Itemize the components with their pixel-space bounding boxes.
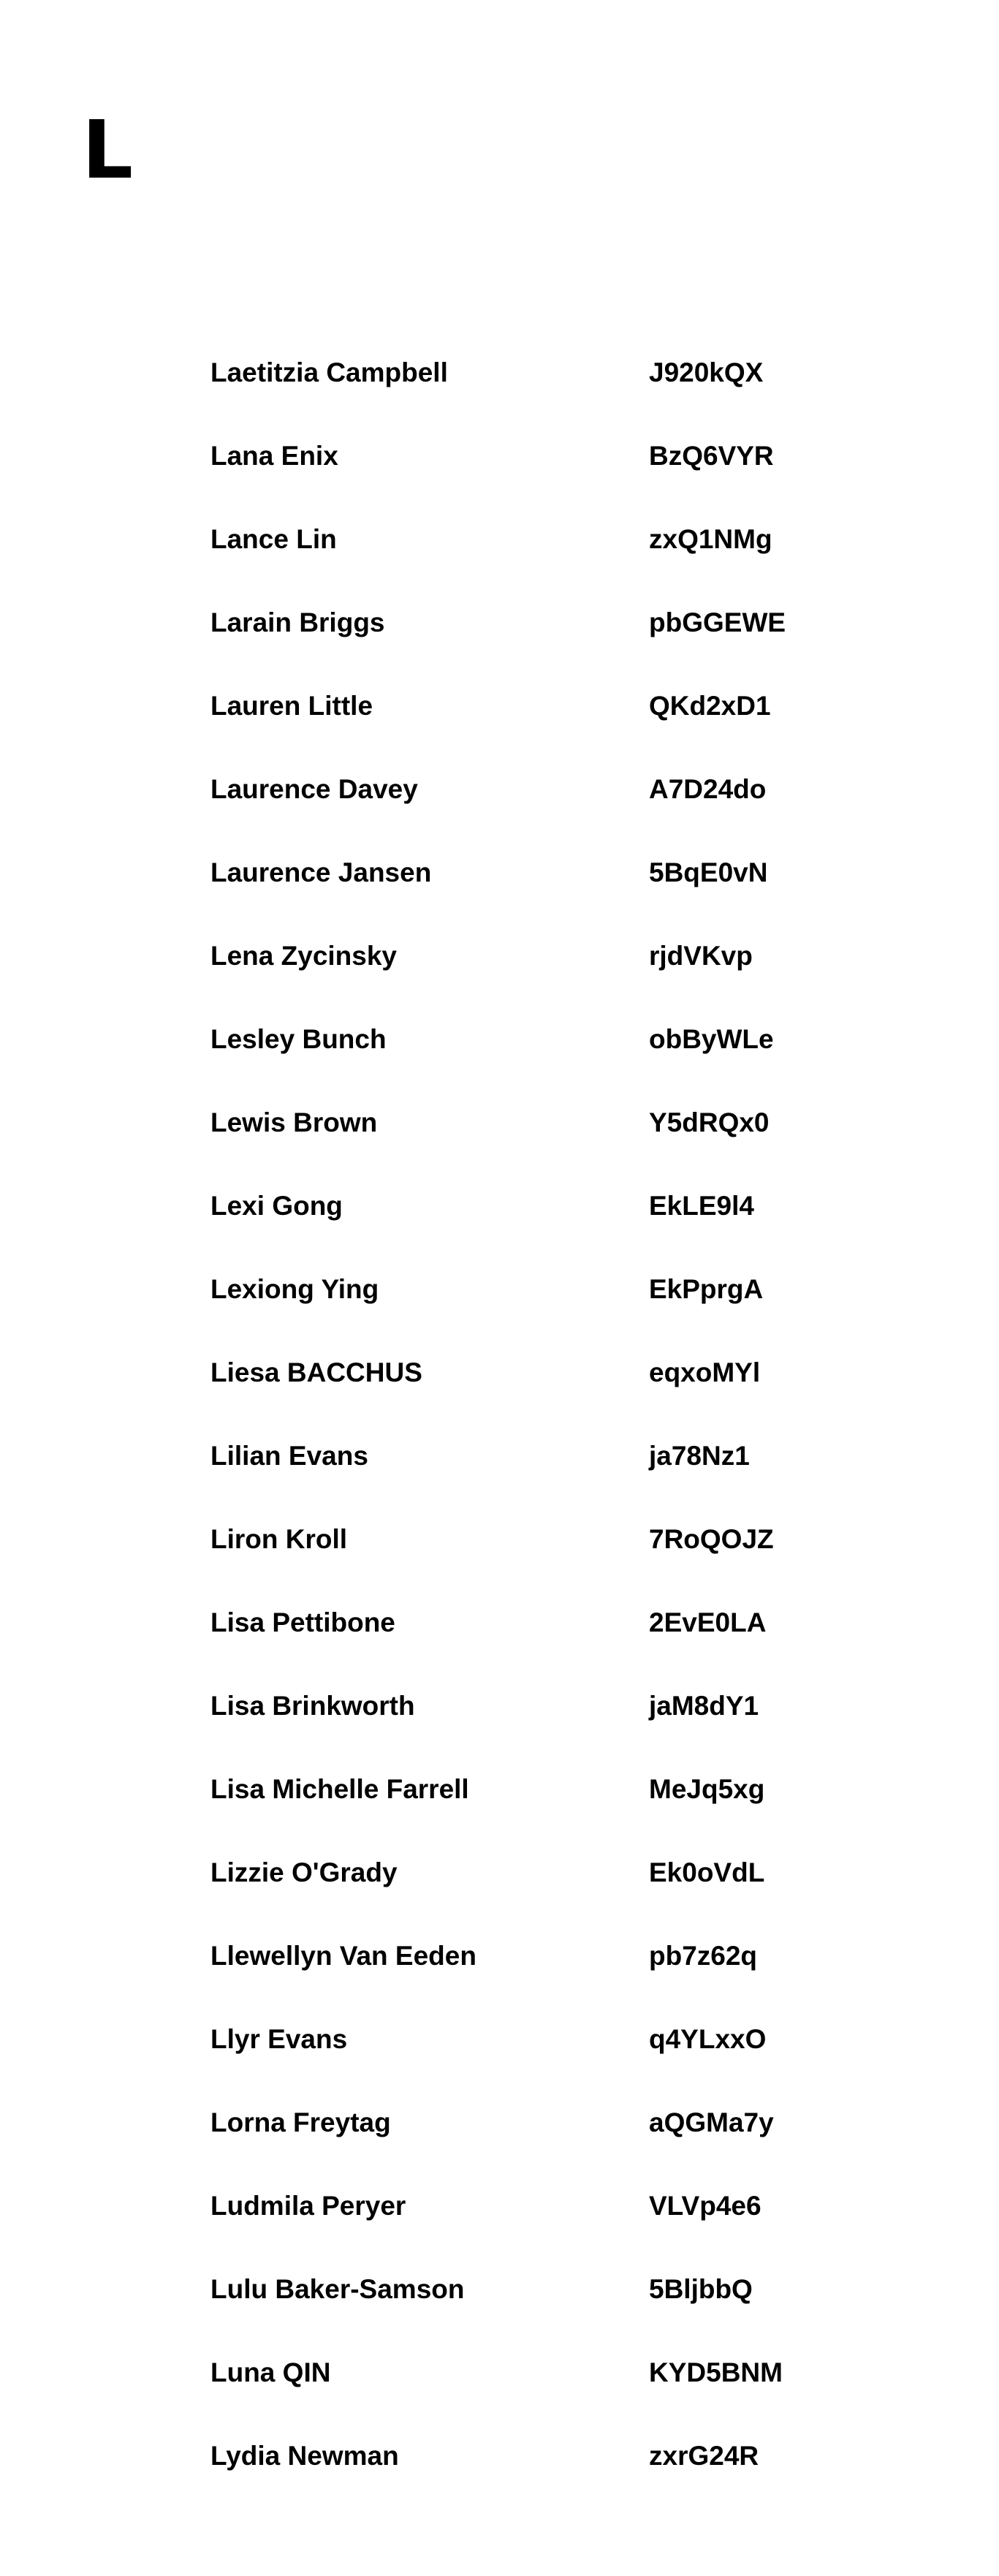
list-item [210,510,868,594]
list-item [210,927,868,1010]
person-name: Laetitzia Campbell [210,357,448,387]
person-name: Lydia Newman [210,2441,399,2471]
list-item [210,594,868,677]
person-code: ja78Nz1 [649,1441,750,1471]
person-code: EkLE9l4 [649,1191,754,1221]
list-item [210,1927,868,2010]
person-code: A7D24do [649,774,767,804]
person-name: Lulu Baker-Samson [210,2274,465,2304]
person-name: Luna QIN [210,2357,331,2387]
person-code: zxQ1NMg [649,524,772,554]
list-item [210,344,868,427]
person-code: Ek0oVdL [649,1857,765,1887]
person-name: Lana Enix [210,441,338,471]
person-name: Laurence Davey [210,774,418,804]
person-code: J920kQX [649,357,764,387]
list-item [210,1844,868,1927]
list-item [210,1010,868,1094]
person-name: Lauren Little [210,691,373,721]
person-name: Lisa Brinkworth [210,1691,415,1721]
list-item [210,844,868,927]
person-code: QKd2xD1 [649,691,771,721]
list-item [210,1760,868,1844]
person-name: Liron Kroll [210,1524,348,1554]
list-item [210,1427,868,1510]
list-item [210,2260,868,2344]
person-name: Llyr Evans [210,2024,348,2054]
person-code: aQGMa7y [649,2107,774,2137]
person-name: Lena Zycinsky [210,941,398,971]
person-name: Llewellyn Van Eeden [210,1941,476,1971]
person-name: Liesa BACCHUS [210,1357,422,1387]
list-item [210,1094,868,1177]
person-code: obByWLe [649,1024,774,1054]
list-item [210,1177,868,1260]
person-code: pbGGEWE [649,607,786,637]
list-item [210,2427,868,2510]
list-item [210,1677,868,1760]
person-name: Lance Lin [210,524,337,554]
list-item [210,1510,868,1594]
person-code: Y5dRQx0 [649,1107,770,1137]
person-code: rjdVKvp [649,941,753,971]
person-code: zxrG24R [649,2441,759,2471]
list-item [210,1260,868,1344]
person-code: 7RoQOJZ [649,1524,774,1554]
list-item [210,677,868,760]
person-name: Lizzie O'Grady [210,1857,398,1887]
person-code: 5BljbbQ [649,2274,753,2304]
person-code: 5BqE0vN [649,857,768,887]
name-code-list [210,344,868,2510]
person-code: KYD5BNM [649,2357,783,2387]
person-code: EkPprgA [649,1274,764,1304]
list-item [210,2094,868,2177]
person-name: Lexiong Ying [210,1274,379,1304]
list-item [210,427,868,510]
person-code: pb7z62q [649,1941,758,1971]
person-code: MeJq5xg [649,1774,765,1804]
person-code: jaM8dY1 [649,1691,759,1721]
person-name: Lewis Brown [210,1107,378,1137]
person-name: Laurence Jansen [210,857,432,887]
person-name: Lisa Pettibone [210,1607,395,1637]
list-item [210,2344,868,2427]
person-name: Lexi Gong [210,1191,343,1221]
list-item [210,2177,868,2260]
person-code: 2EvE0LA [649,1607,767,1637]
person-code: eqxoMYl [649,1357,761,1387]
person-name: Lilian Evans [210,1441,368,1471]
person-name: Ludmila Peryer [210,2191,406,2221]
person-name: Lisa Michelle Farrell [210,1774,469,1804]
section-letter-heading: L [82,103,134,197]
person-name: Larain Briggs [210,607,385,637]
list-item [210,2010,868,2094]
list-item [210,760,868,844]
person-name: Lesley Bunch [210,1024,387,1054]
person-code: VLVp4e6 [649,2191,761,2221]
list-item [210,1344,868,1427]
person-code: q4YLxxO [649,2024,767,2054]
person-name: Lorna Freytag [210,2107,391,2137]
list-item [210,1594,868,1677]
person-code: BzQ6VYR [649,441,774,471]
